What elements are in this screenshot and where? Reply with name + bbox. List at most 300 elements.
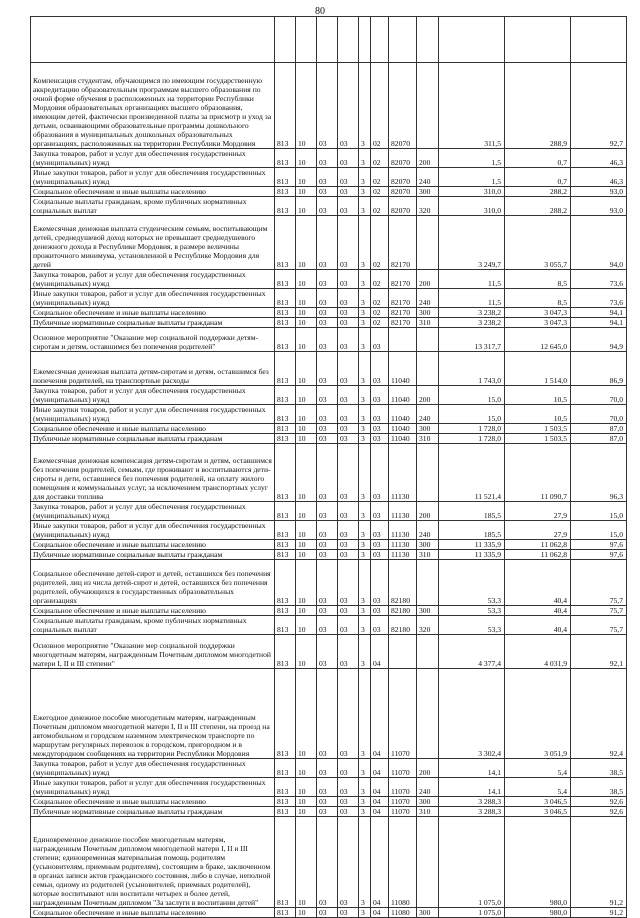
table-row xyxy=(31,606,627,616)
code-cell: 813 xyxy=(275,444,296,502)
code-cell: 10 xyxy=(296,759,317,778)
code-cell: 03 xyxy=(317,434,338,444)
code-cell: 813 xyxy=(275,434,296,444)
table-row xyxy=(31,352,627,386)
amount-cell: 0,7 xyxy=(505,168,571,187)
amount-cell: 73,6 xyxy=(571,270,627,289)
code-cell: 200 xyxy=(417,502,439,521)
code-cell: 3 xyxy=(359,318,371,328)
code-cell: 300 xyxy=(417,308,439,318)
amount-cell: 185,5 xyxy=(439,521,505,540)
code-cell: 200 xyxy=(417,759,439,778)
amount-cell: 97,6 xyxy=(571,550,627,560)
table-row xyxy=(31,197,627,216)
code-cell xyxy=(417,560,439,606)
amount-cell: 94,0 xyxy=(571,216,627,270)
table-row xyxy=(31,270,627,289)
table-row xyxy=(31,168,627,187)
code-cell: 03 xyxy=(338,616,359,635)
code-cell: 03 xyxy=(371,540,389,550)
code-cell: 11070 xyxy=(389,797,417,807)
code-cell: 240 xyxy=(417,405,439,424)
row-name: Компенсация студентам, обучающимся по имеющим государственную аккредитацию образовательным программам высшего образования по очной форме обучения в расположенных на территории Республики Мордовия образовательных организациях высшего образования, имеющим детей, фактически произведенной платы за присмотр и уход за детьми, осваивающими образовательные программы дошкольного образования в муниципальных дошкольных образовательных организациях, расположенных на территории Республики Мордовия xyxy=(31,63,275,149)
code-cell: 310 xyxy=(417,807,439,817)
code-cell: 03 xyxy=(317,778,338,797)
code-cell: 82070 xyxy=(389,149,417,168)
code-cell xyxy=(417,817,439,908)
table-row xyxy=(31,289,627,308)
code-cell: 813 xyxy=(275,502,296,521)
code-cell: 03 xyxy=(371,405,389,424)
code-cell: 03 xyxy=(317,405,338,424)
code-cell: 11040 xyxy=(389,434,417,444)
code-cell: 03 xyxy=(338,759,359,778)
code-cell xyxy=(417,63,439,149)
code-cell: 10 xyxy=(296,616,317,635)
code-cell: 11130 xyxy=(389,521,417,540)
amount-cell: 93,0 xyxy=(571,187,627,197)
amount-cell: 75,7 xyxy=(571,606,627,616)
amount-cell: 53,3 xyxy=(439,606,505,616)
code-cell: 02 xyxy=(371,216,389,270)
code-cell: 03 xyxy=(317,560,338,606)
amount-cell: 1,5 xyxy=(439,149,505,168)
code-cell: 03 xyxy=(338,168,359,187)
code-cell: 3 xyxy=(359,63,371,149)
amount-cell: 1 514,0 xyxy=(505,352,571,386)
code-cell: 03 xyxy=(317,521,338,540)
code-cell: 82180 xyxy=(389,606,417,616)
table-row xyxy=(31,216,627,270)
amount-cell: 27,9 xyxy=(505,502,571,521)
code-cell: 813 xyxy=(275,216,296,270)
code-cell: 03 xyxy=(371,560,389,606)
table-row xyxy=(31,635,627,669)
code-cell: 3 xyxy=(359,386,371,405)
code-cell: 03 xyxy=(338,550,359,560)
code-cell: 10 xyxy=(296,606,317,616)
code-cell: 03 xyxy=(371,424,389,434)
code-cell: 02 xyxy=(371,197,389,216)
code-cell: 82070 xyxy=(389,197,417,216)
row-name xyxy=(31,17,275,63)
code-cell: 03 xyxy=(317,289,338,308)
amount-cell: 3 249,7 xyxy=(439,216,505,270)
code-cell: 813 xyxy=(275,168,296,187)
code-cell: 03 xyxy=(371,606,389,616)
row-name: Ежемесячная денежная выплата детям-сиротам и детям, оставшимся без попечения родителей, на транспортные расходы xyxy=(31,352,275,386)
code-cell: 813 xyxy=(275,778,296,797)
code-cell: 200 xyxy=(417,270,439,289)
code-cell: 03 xyxy=(317,635,338,669)
code-cell: 03 xyxy=(317,318,338,328)
code-cell: 03 xyxy=(338,502,359,521)
amount-cell: 12 645,0 xyxy=(505,328,571,352)
code-cell: 03 xyxy=(338,386,359,405)
amount-cell: 11 090,7 xyxy=(505,444,571,502)
code-cell: 11130 xyxy=(389,550,417,560)
amount-cell: 92,6 xyxy=(571,797,627,807)
code-cell xyxy=(417,669,439,759)
code-cell: 03 xyxy=(338,63,359,149)
row-name: Основное мероприятие "Оказание мер социальной поддержки многодетным матерям, награжденным Почетным дипломом многодетной матери I, II и III степени" xyxy=(31,635,275,669)
code-cell: 11040 xyxy=(389,405,417,424)
code-cell: 82070 xyxy=(389,63,417,149)
code-cell: 813 xyxy=(275,63,296,149)
code-cell: 813 xyxy=(275,270,296,289)
row-name: Публичные нормативные социальные выплаты гражданам xyxy=(31,318,275,328)
code-cell xyxy=(389,635,417,669)
code-cell: 3 xyxy=(359,797,371,807)
row-name: Иные закупки товаров, работ и услуг для обеспечения государственных (муниципальных) нужд xyxy=(31,521,275,540)
page-number: 80 xyxy=(315,6,325,17)
amount-cell: 91,2 xyxy=(571,817,627,908)
row-name: Ежемесячная денежная выплата студенческим семьям, воспитывающим детей, среднедушевой доход которых не превышает среднедушевого денежного дохода в Республике Мордовия, в размере величины прожиточного минимума, установленной в Республике Мордовия для детей xyxy=(31,216,275,270)
table-row xyxy=(31,328,627,352)
row-name: Закупка товаров, работ и услуг для обеспечения государственных (муниципальных) нужд xyxy=(31,502,275,521)
table-row xyxy=(31,386,627,405)
code-cell: 03 xyxy=(338,908,359,918)
code-cell: 10 xyxy=(296,308,317,318)
code-cell: 10 xyxy=(296,669,317,759)
amount-cell: 0,7 xyxy=(505,149,571,168)
code-cell: 813 xyxy=(275,817,296,908)
code-cell xyxy=(296,17,317,63)
code-cell: 3 xyxy=(359,616,371,635)
amount-cell: 3 051,9 xyxy=(505,669,571,759)
row-name: Иные закупки товаров, работ и услуг для обеспечения государственных (муниципальных) нужд xyxy=(31,168,275,187)
code-cell: 03 xyxy=(371,434,389,444)
code-cell xyxy=(417,635,439,669)
code-cell: 813 xyxy=(275,424,296,434)
amount-cell: 8,5 xyxy=(505,289,571,308)
code-cell: 02 xyxy=(371,63,389,149)
code-cell: 03 xyxy=(371,550,389,560)
amount-cell: 15,0 xyxy=(439,405,505,424)
code-cell: 82180 xyxy=(389,616,417,635)
table-row xyxy=(31,308,627,318)
code-cell: 3 xyxy=(359,444,371,502)
code-cell: 11070 xyxy=(389,807,417,817)
amount-cell xyxy=(505,17,571,63)
amount-cell: 13 317,7 xyxy=(439,328,505,352)
code-cell: 03 xyxy=(338,817,359,908)
amount-cell: 38,5 xyxy=(571,778,627,797)
amount-cell: 4 031,9 xyxy=(505,635,571,669)
code-cell: 3 xyxy=(359,308,371,318)
row-name: Публичные нормативные социальные выплаты гражданам xyxy=(31,550,275,560)
amount-cell: 40,4 xyxy=(505,616,571,635)
row-name: Ежемесячная денежная компенсация детям-сиротам и детям, оставшимся без попечения родителей, семьям, где проживают и воспитываются дети-сироты и дети, оставшиеся без попечения родителей, на оплату жилого помещения и коммунальных услуг, за исключением транспортных услуг для доставки топлива xyxy=(31,444,275,502)
row-name: Социальные выплаты гражданам, кроме публичных нормативных социальных выплат xyxy=(31,616,275,635)
code-cell: 82070 xyxy=(389,187,417,197)
row-name: Социальное обеспечение и иные выплаты населению xyxy=(31,424,275,434)
code-cell: 10 xyxy=(296,216,317,270)
table-row xyxy=(31,759,627,778)
code-cell: 813 xyxy=(275,352,296,386)
amount-cell: 1,5 xyxy=(439,168,505,187)
table-row xyxy=(31,550,627,560)
amount-cell: 94,1 xyxy=(571,318,627,328)
code-cell: 11040 xyxy=(389,386,417,405)
code-cell xyxy=(359,17,371,63)
amount-cell: 3 047,3 xyxy=(505,308,571,318)
budget-table xyxy=(30,16,627,918)
amount-cell: 1 503,5 xyxy=(505,424,571,434)
code-cell: 240 xyxy=(417,289,439,308)
code-cell: 03 xyxy=(317,187,338,197)
amount-cell: 1 728,0 xyxy=(439,434,505,444)
code-cell: 11130 xyxy=(389,540,417,550)
amount-cell: 53,3 xyxy=(439,560,505,606)
row-name: Иные закупки товаров, работ и услуг для обеспечения государственных (муниципальных) нужд xyxy=(31,778,275,797)
amount-cell: 3 302,4 xyxy=(439,669,505,759)
code-cell: 82170 xyxy=(389,216,417,270)
code-cell xyxy=(417,328,439,352)
amount-cell: 75,7 xyxy=(571,560,627,606)
amount-cell: 97,6 xyxy=(571,540,627,550)
row-name: Закупка товаров, работ и услуг для обеспечения государственных (муниципальных) нужд xyxy=(31,270,275,289)
table-row xyxy=(31,149,627,168)
amount-cell: 11 335,9 xyxy=(439,550,505,560)
code-cell: 3 xyxy=(359,405,371,424)
amount-cell: 27,9 xyxy=(505,521,571,540)
amount-cell: 15,0 xyxy=(439,386,505,405)
code-cell: 10 xyxy=(296,635,317,669)
code-cell: 03 xyxy=(371,328,389,352)
code-cell: 03 xyxy=(371,502,389,521)
code-cell: 3 xyxy=(359,778,371,797)
code-cell: 813 xyxy=(275,606,296,616)
code-cell: 03 xyxy=(317,424,338,434)
amount-cell: 92,4 xyxy=(571,669,627,759)
table-row xyxy=(31,797,627,807)
amount-cell: 92,6 xyxy=(571,807,627,817)
code-cell: 03 xyxy=(338,405,359,424)
code-cell: 310 xyxy=(417,550,439,560)
code-cell: 310 xyxy=(417,434,439,444)
row-name: Иные закупки товаров, работ и услуг для обеспечения государственных (муниципальных) нужд xyxy=(31,289,275,308)
code-cell: 10 xyxy=(296,797,317,807)
row-name: Закупка товаров, работ и услуг для обеспечения государственных (муниципальных) нужд xyxy=(31,149,275,168)
code-cell: 10 xyxy=(296,63,317,149)
code-cell: 03 xyxy=(317,797,338,807)
code-cell: 200 xyxy=(417,149,439,168)
row-name: Социальное обеспечение и иные выплаты населению xyxy=(31,308,275,318)
amount-cell: 980,0 xyxy=(505,908,571,918)
code-cell: 3 xyxy=(359,550,371,560)
code-cell: 03 xyxy=(371,521,389,540)
code-cell: 03 xyxy=(371,616,389,635)
code-cell: 03 xyxy=(371,444,389,502)
table-row xyxy=(31,560,627,606)
code-cell: 03 xyxy=(338,352,359,386)
code-cell: 82070 xyxy=(389,168,417,187)
row-name: Закупка товаров, работ и услуг для обеспечения государственных (муниципальных) нужд xyxy=(31,386,275,405)
code-cell: 3 xyxy=(359,270,371,289)
code-cell: 3 xyxy=(359,168,371,187)
code-cell: 3 xyxy=(359,187,371,197)
code-cell: 813 xyxy=(275,289,296,308)
code-cell: 03 xyxy=(338,197,359,216)
amount-cell: 311,5 xyxy=(439,63,505,149)
code-cell: 10 xyxy=(296,540,317,550)
amount-cell: 11 521,4 xyxy=(439,444,505,502)
code-cell: 04 xyxy=(371,797,389,807)
amount-cell: 3 046,5 xyxy=(505,797,571,807)
code-cell: 300 xyxy=(417,908,439,918)
code-cell: 11040 xyxy=(389,352,417,386)
code-cell: 04 xyxy=(371,807,389,817)
code-cell: 3 xyxy=(359,216,371,270)
code-cell: 04 xyxy=(371,908,389,918)
code-cell: 813 xyxy=(275,807,296,817)
code-cell: 11080 xyxy=(389,817,417,908)
table-row xyxy=(31,540,627,550)
code-cell xyxy=(275,17,296,63)
amount-cell: 3 238,2 xyxy=(439,308,505,318)
amount-cell: 46,3 xyxy=(571,149,627,168)
code-cell: 10 xyxy=(296,328,317,352)
code-cell: 300 xyxy=(417,606,439,616)
code-cell: 03 xyxy=(371,386,389,405)
amount-cell: 1 503,5 xyxy=(505,434,571,444)
row-name: Социальное обеспечение и иные выплаты населению xyxy=(31,606,275,616)
code-cell: 03 xyxy=(338,149,359,168)
code-cell: 320 xyxy=(417,616,439,635)
table-row xyxy=(31,778,627,797)
code-cell: 03 xyxy=(317,606,338,616)
code-cell: 03 xyxy=(338,444,359,502)
row-name: Ежегодное денежное пособие многодетным матерям, награжденным Почетным дипломом многодетной матери I, II и III степени, на проезд на автомобильном и городском наземном электрическом транспорте по маршрутам регулярных перевозок в городском, пригородном и в междугородном сообщениях на территории Республики Мордовия xyxy=(31,669,275,759)
code-cell: 240 xyxy=(417,778,439,797)
table-row xyxy=(31,17,627,63)
row-name: Социальное обеспечение детей-сирот и детей, оставшихся без попечения родителей, лиц из числа детей-сирот и детей, оставшихся без попечения родителей, обучающихся в государственных образовательных организациях xyxy=(31,560,275,606)
code-cell: 320 xyxy=(417,197,439,216)
code-cell: 03 xyxy=(317,807,338,817)
code-cell: 10 xyxy=(296,318,317,328)
code-cell: 3 xyxy=(359,502,371,521)
code-cell xyxy=(389,17,417,63)
code-cell: 82170 xyxy=(389,289,417,308)
code-cell xyxy=(317,17,338,63)
code-cell: 813 xyxy=(275,318,296,328)
amount-cell: 980,0 xyxy=(505,817,571,908)
amount-cell: 40,4 xyxy=(505,606,571,616)
code-cell: 10 xyxy=(296,270,317,289)
code-cell: 03 xyxy=(338,540,359,550)
amount-cell: 10,5 xyxy=(505,405,571,424)
code-cell: 3 xyxy=(359,817,371,908)
row-name: Социальное обеспечение и иные выплаты населению xyxy=(31,797,275,807)
row-name: Публичные нормативные социальные выплаты гражданам xyxy=(31,434,275,444)
amount-cell: 15,0 xyxy=(571,502,627,521)
amount-cell: 3 288,3 xyxy=(439,797,505,807)
row-name: Социальное обеспечение и иные выплаты населению xyxy=(31,540,275,550)
code-cell: 10 xyxy=(296,168,317,187)
code-cell: 02 xyxy=(371,318,389,328)
amount-cell: 96,3 xyxy=(571,444,627,502)
code-cell: 813 xyxy=(275,521,296,540)
code-cell xyxy=(389,328,417,352)
code-cell: 10 xyxy=(296,386,317,405)
table-row xyxy=(31,434,627,444)
code-cell: 04 xyxy=(371,817,389,908)
amount-cell: 288,9 xyxy=(505,63,571,149)
table-row xyxy=(31,908,627,918)
code-cell: 10 xyxy=(296,424,317,434)
code-cell: 03 xyxy=(317,352,338,386)
amount-cell: 11,5 xyxy=(439,270,505,289)
code-cell: 3 xyxy=(359,521,371,540)
amount-cell: 70,0 xyxy=(571,386,627,405)
code-cell: 3 xyxy=(359,424,371,434)
code-cell: 10 xyxy=(296,352,317,386)
table-row xyxy=(31,63,627,149)
code-cell: 03 xyxy=(338,778,359,797)
code-cell: 3 xyxy=(359,352,371,386)
code-cell: 813 xyxy=(275,550,296,560)
code-cell: 10 xyxy=(296,817,317,908)
code-cell: 03 xyxy=(338,635,359,669)
amount-cell: 185,5 xyxy=(439,502,505,521)
code-cell xyxy=(417,444,439,502)
amount-cell: 3 046,5 xyxy=(505,807,571,817)
code-cell: 11040 xyxy=(389,424,417,434)
amount-cell: 11 335,9 xyxy=(439,540,505,550)
code-cell: 03 xyxy=(338,424,359,434)
code-cell: 10 xyxy=(296,502,317,521)
code-cell: 03 xyxy=(317,149,338,168)
code-cell: 04 xyxy=(371,635,389,669)
code-cell: 10 xyxy=(296,550,317,560)
row-name: Публичные нормативные социальные выплаты гражданам xyxy=(31,807,275,817)
amount-cell: 86,9 xyxy=(571,352,627,386)
code-cell: 200 xyxy=(417,386,439,405)
code-cell: 02 xyxy=(371,187,389,197)
code-cell: 03 xyxy=(338,318,359,328)
code-cell: 240 xyxy=(417,521,439,540)
code-cell: 03 xyxy=(317,550,338,560)
row-name: Закупка товаров, работ и услуг для обеспечения государственных (муниципальных) нужд xyxy=(31,759,275,778)
code-cell: 813 xyxy=(275,560,296,606)
code-cell: 03 xyxy=(338,807,359,817)
code-cell: 03 xyxy=(338,521,359,540)
code-cell: 03 xyxy=(338,434,359,444)
amount-cell: 14,1 xyxy=(439,759,505,778)
code-cell: 03 xyxy=(317,616,338,635)
table-row xyxy=(31,616,627,635)
code-cell: 3 xyxy=(359,759,371,778)
amount-cell: 11 062,8 xyxy=(505,550,571,560)
code-cell xyxy=(338,17,359,63)
table-row xyxy=(31,669,627,759)
code-cell: 813 xyxy=(275,759,296,778)
code-cell: 300 xyxy=(417,424,439,434)
code-cell: 10 xyxy=(296,149,317,168)
amount-cell: 15,0 xyxy=(571,521,627,540)
amount-cell: 92,1 xyxy=(571,635,627,669)
table-row xyxy=(31,405,627,424)
amount-cell: 3 288,3 xyxy=(439,807,505,817)
code-cell: 813 xyxy=(275,540,296,550)
code-cell: 240 xyxy=(417,168,439,187)
amount-cell: 3 047,3 xyxy=(505,318,571,328)
amount-cell: 91,2 xyxy=(571,908,627,918)
table-row xyxy=(31,502,627,521)
code-cell: 03 xyxy=(338,328,359,352)
amount-cell: 40,4 xyxy=(505,560,571,606)
